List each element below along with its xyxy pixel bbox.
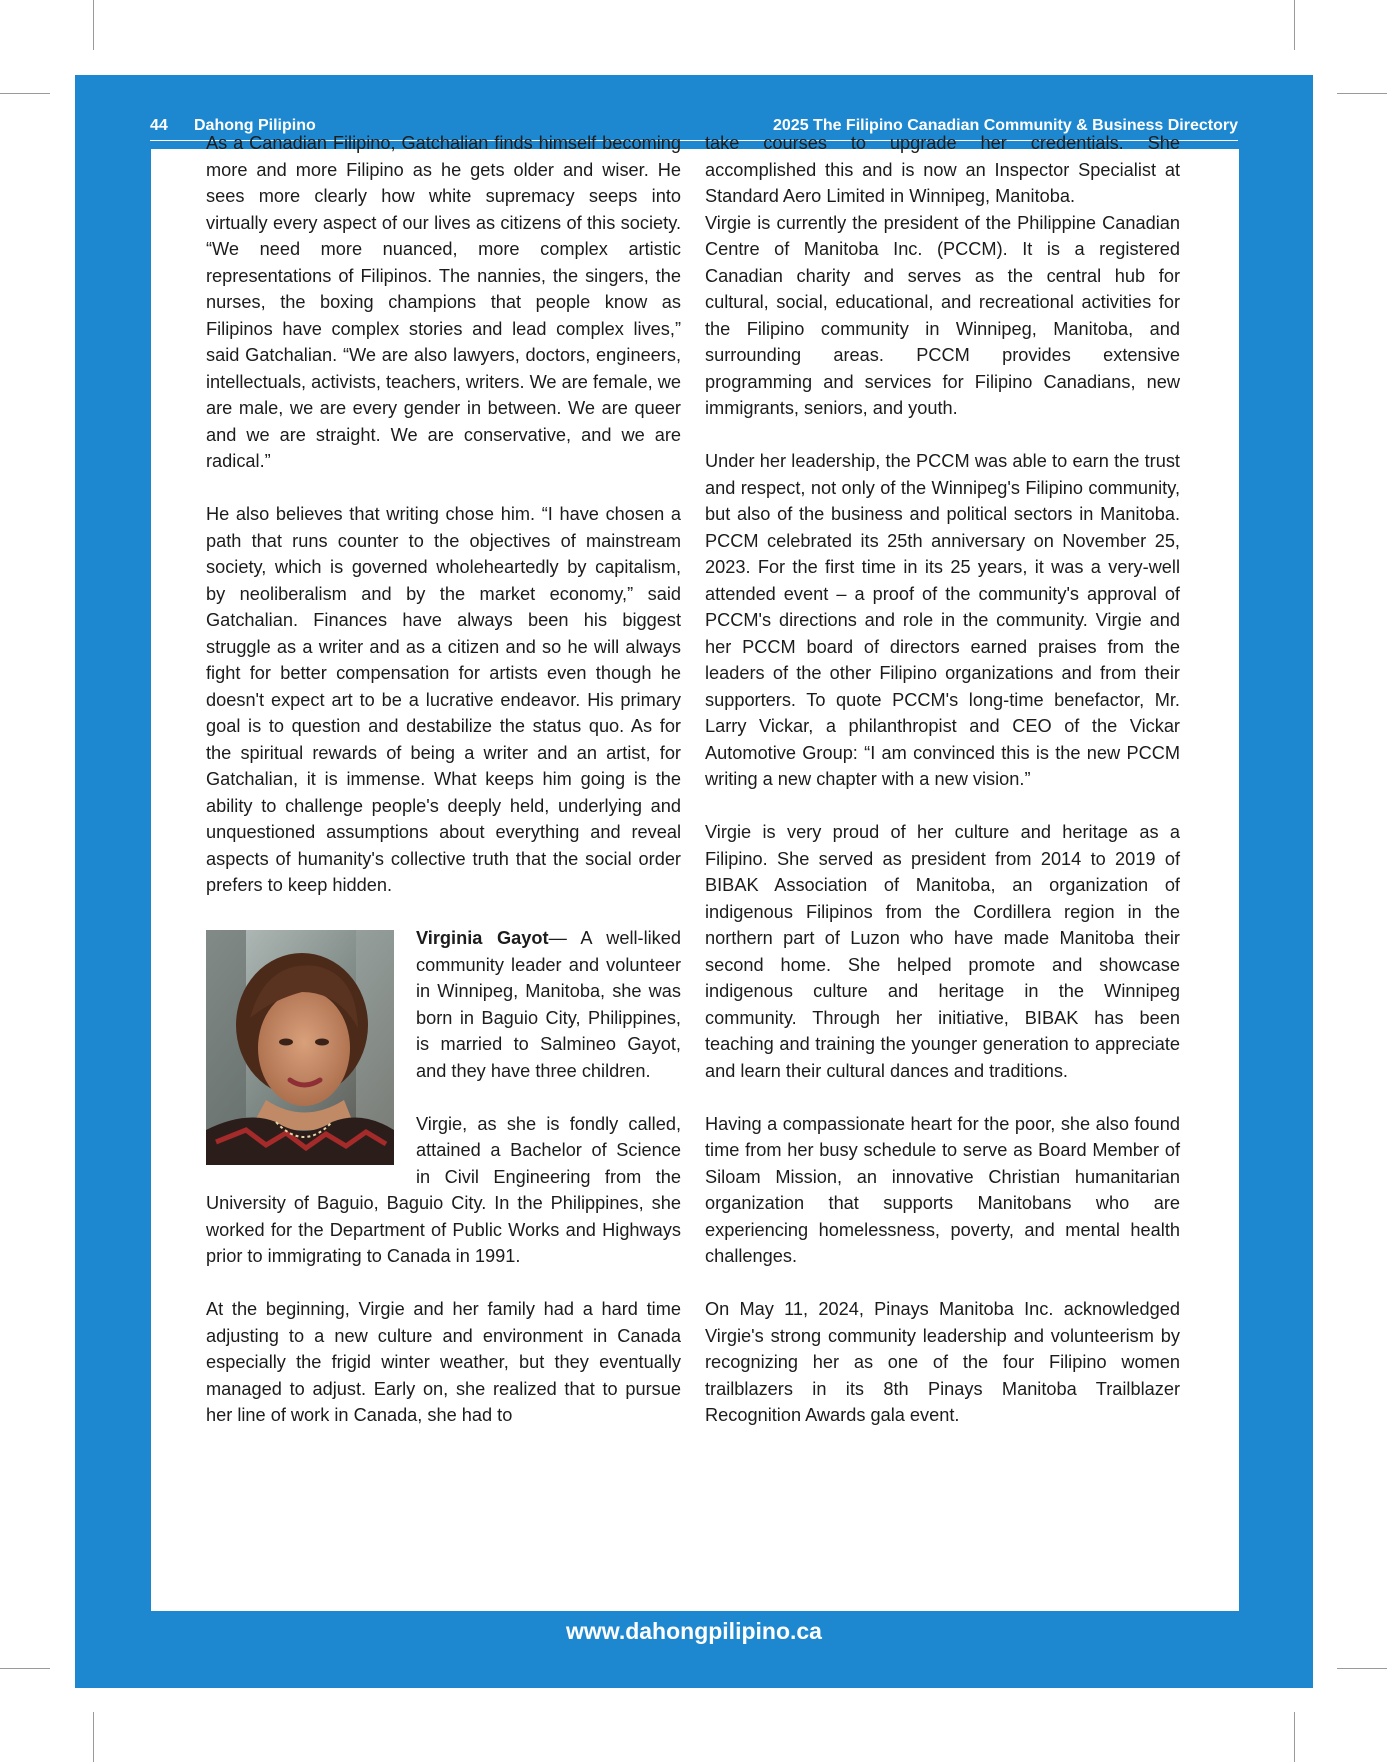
profile-name: Virginia Gayot — [416, 928, 549, 948]
crop-mark — [1294, 0, 1295, 50]
article-paragraph: He also believes that writing chose him. “I have chosen a path that runs counter to the objectives of mainstream society, which is governed wholeheartedly by capitalism, by neoliberalism and by the market economy,” said Gatchalian. Finances have always been his biggest struggle as a writer and as a citizen and so he will always fight for better compensation for artists even though he doesn't expect art to be a lucrative endeavor. His primary goal is to question and destabilize the status quo. As for the spiritual rewards of being a writer and an artist, for Gatchalian, it is immense. What keeps him going is the ability to challenge people's deeply held, underlying and unquestioned assumptions about everything and reveal aspects of humanity's collective truth that the social order prefers to keep hidden. — [206, 504, 681, 895]
article-paragraph: Virgie, as she is fondly called, attained a Bachelor of Science in Civil Engineering from the University of Baguio, Baguio City. In the Philippines, she worked for the Department of Public Works and Highways prior to immigrating to Canada in 1991. — [206, 1113, 681, 1266]
crop-mark — [0, 1668, 50, 1669]
profile-intro-text: — A well-liked community leader and volunteer in Winnipeg, Manitoba, she was born in Baguio City, Philippines, is married to Salmineo Gayot, and they have three children. — [416, 928, 681, 1081]
crop-mark — [1294, 1712, 1295, 1762]
directory-title: 2025 The Filipino Canadian Community & Business Directory — [773, 117, 1238, 134]
article-paragraph: take courses to upgrade her credentials. She accomplished this and is now an Inspector Specialist at Standard Aero Limited in Winnipeg, Manitoba. — [705, 133, 1180, 206]
right-column — [705, 130, 1180, 1429]
page-number: 44 — [150, 117, 168, 134]
crop-mark — [0, 93, 50, 94]
article-paragraph: Under her leadership, the PCCM was able to earn the trust and respect, not only of the Winnipeg's Filipino community, but also of the business and political sectors in Manitoba. PCCM celebrated its 25th anniversary on November 25, 2023. For the first time in its 25 years, it was a very-well attended event – a proof of the community's approval of PCCM's directions and role in the community. Virgie and her PCCM board of directors earned praises from the leaders of the other Filipino organizations and from their supporters. To quote PCCM's long-time benefactor, Mr. Larry Vickar, a philanthropist and CEO of the Vickar Automotive Group: “I am convinced this is the new PCCM writing a new chapter with a new vision.” — [705, 451, 1180, 789]
crop-mark — [1337, 93, 1387, 94]
magazine-name: Dahong Pilipino — [194, 117, 316, 134]
left-column — [206, 130, 681, 1429]
portrait-photo — [206, 930, 394, 1165]
footer-url[interactable]: www.dahongpilipino.ca — [566, 1618, 822, 1644]
article-paragraph: Virgie is currently the president of the Philippine Canadian Centre of Manitoba Inc. (PCCM). It is a registered Canadian charity and serves as the central hub for cultural, social, educational, and recreational activities for the Filipino community in Winnipeg, Manitoba, and surrounding areas. PCCM provides extensive programming and services for Filipino Canadians, new immigrants, seniors, and youth. — [705, 212, 1180, 418]
crop-mark — [93, 0, 94, 50]
article-paragraph: Virgie is very proud of her culture and heritage as a Filipino. She served as president from 2014 to 2019 of BIBAK Association of Manitoba, an organization of indigenous Filipinos from the Cordillera region in the northern part of Luzon who have made Manitoba their second home. She helped promote and showcase indigenous culture and heritage in the Winnipeg community. Through her initiative, BIBAK has been teaching and training the younger generation to appreciate and learn their cultural dances and traditions. — [705, 822, 1180, 1081]
article-paragraph: As a Canadian Filipino, Gatchalian finds himself becoming more and more Filipino as he gets older and wiser. He sees more clearly how white supremacy seeps into virtually every aspect of our lives as citizens of this society. “We need more nuanced, more complex artistic representations of Filipinos. The nannies, the singers, the nurses, the boxing champions that people know as Filipinos have complex stories and lead complex lives,” said Gatchalian. “We are also lawyers, doctors, engineers, intellectuals, activists, teachers, writers. We are female, we are male, we are every gender in between. We are queer and we are straight. We are conservative, and we are radical.” — [206, 133, 681, 471]
article-paragraph: On May 11, 2024, Pinays Manitoba Inc. acknowledged Virgie's strong community leadership and volunteerism by recognizing her as one of the four Filipino women trailblazers in its 8th Pinays Manitoba Trailblazer Recognition Awards gala event. — [705, 1299, 1180, 1425]
crop-mark — [93, 1712, 94, 1762]
article-paragraph: At the beginning, Virgie and her family had a hard time adjusting to a new culture and environment in Canada especially the frigid winter weather, but they eventually managed to adjust. Early on, she realized that to pursue her line of work in Canada, she had to — [206, 1299, 681, 1425]
crop-mark — [1337, 1668, 1387, 1669]
article-paragraph: Having a compassionate heart for the poor, she also found time from her busy schedule to serve as Board Member of Siloam Mission, an innovative Christian humanitarian organization that supports Manitobans who are experiencing homelessness, poverty, and mental health challenges. — [705, 1113, 1180, 1266]
